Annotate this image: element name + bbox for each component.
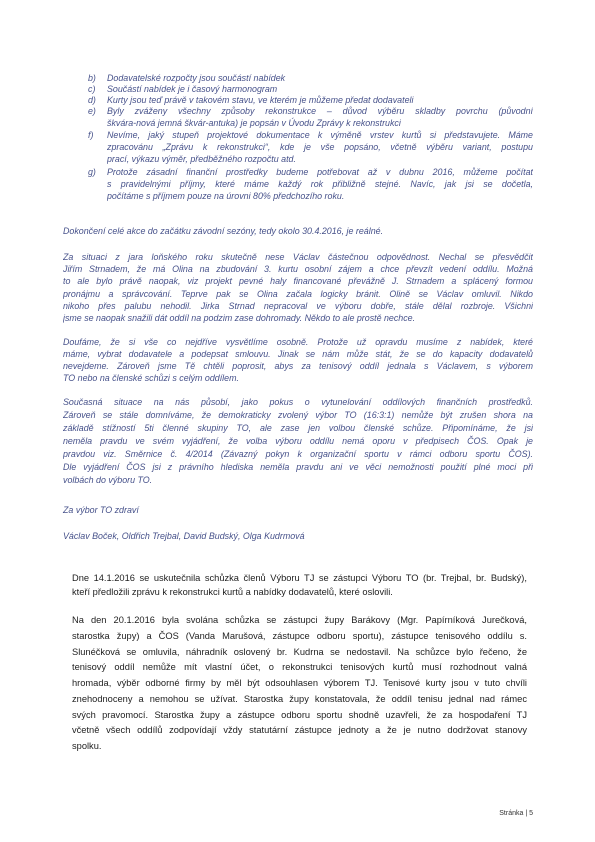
- text-line: Nevíme, jaký stupeň projektové dokumentace k výměně vrstev kurtů si představujete. Máme: [107, 130, 533, 140]
- signatures: Václav Boček, Oldřich Trejbal, David Budský, Olga Kudrmová: [63, 531, 305, 541]
- text-line: jsme se naopak snažili dát oddíl na podzim zase dohromady. Někdo to ale prostě nechce.: [63, 312, 416, 323]
- text-line: spolku.: [72, 741, 102, 751]
- text-line: Současná situace na nás působí, jako pokus o vytunelování oddílových finančních prostředků.: [63, 397, 533, 407]
- text-line: Na den 20.1.2016 byla svolána schůzka se zástupci župy Barákovy (Mgr. Papírníková Jurečková,: [72, 615, 527, 625]
- text-line: Kurty jsou teď právě v takovém stavu, ve kterém je můžeme předat dodavateli: [107, 95, 414, 105]
- text-line: pravdou viz. Směrnice č. 4/2014 (Závazný pokyn k organizační sportu v rámci odboru sportu ČOS).: [63, 449, 533, 459]
- greeting: Za výbor TO zdraví: [63, 505, 139, 515]
- text-line: volbách do výboru TO.: [63, 475, 153, 485]
- answer-text: [107, 129, 533, 165]
- text-line: Dne 14.1.2016 se uskutečnila schůzka členů Výboru TJ se zástupci Výboru TO (br. Trejbal, br. Budský),: [72, 573, 527, 583]
- text-line: znehodnoceny a nemohou se užívat. Starostka župy konstatovala, že oddíl tenisu jednal nad rámec: [72, 693, 527, 704]
- text-line: hromada, výběr odborné firmy by měl být odsouhlasen výborem TJ. Tenisové kurty jsou v tuto chvíli: [72, 678, 527, 688]
- text-line: máme, vybrat dodavatele a podepsat smlouvu. Jinak se nám může stát, že se do kapacity dodavatelů: [63, 349, 533, 359]
- text-line: Za situaci z jara loňského roku skutečně nese Václav částečnou odpovědnost. Nechal se přesvědčit: [63, 252, 533, 262]
- text-line: Doufáme, že si vše co nejdříve vysvětlíme osobně. Protože už opravdu musíme z nabídek, které: [63, 337, 533, 347]
- text-line: zpracovánu „Zprávu k rekonstrukci“, kde je vše popsáno, včetně výběru variant, postupu: [107, 142, 533, 152]
- answer-marker: g): [88, 167, 96, 177]
- text-line: nikoho přes palubu nehodil. Jirka Strnad nepracoval ve výboru dobře, stále dělal rozbroje. Všichni: [63, 300, 533, 311]
- paragraph-personal-explanation: [63, 336, 533, 384]
- text-line: nevejdeme. Zároveň jsme Tě chtěli poprosit, abys za tenisový oddíl jednala s Václavem, s výborem: [63, 361, 533, 371]
- text-line: s pravidelnými příjmy, které máme každý rok přibližně stejné. Navíc, jak jsi se dočetla,: [107, 179, 533, 189]
- text-line: TO nebo na členské schůzi s celým oddílem.: [63, 373, 239, 383]
- text-line: Jiřím Strnadem, že má Olina na zbudování 3. kurtu osobní zájem a chce převzít vedení oddílu. Možná: [63, 264, 533, 275]
- text-line: Součástí nabídek je i časový harmonogram: [107, 84, 278, 94]
- text-line: Dodavatelské rozpočty jsou součástí nabídek: [107, 73, 286, 83]
- text-line: Protože zásadní finanční prostředky budeme potřebovat až v dubnu 2016, můžeme počítat: [107, 167, 533, 177]
- text-line: svých pravomocí. Starostka župy a zástupce odboru sportu shodně uzavřeli, že za hospodaření TJ: [72, 709, 527, 720]
- answer-marker: e): [88, 106, 96, 116]
- text-line: počítáme s příjmem pouze na úrovni 80% předchozího roku.: [107, 191, 345, 201]
- paragraph-current-situation: [63, 396, 533, 487]
- text-line: Dle vyjádření ČOS jsi z právního hlediska neměla pravdu ani ve věci nemožnosti použití plné moci při: [63, 462, 533, 472]
- text-line: tenisový oddíl nemůže mít vlastní účet, o rekonstrukci tenisových kurtů musí rozhodnout valná: [72, 662, 527, 673]
- answer-marker: d): [88, 95, 96, 105]
- text-line: Slunéčková se omluvila, náhradník oslovený br. Kudrna se nedostavil. Na schůzce bylo řečeno, že: [72, 646, 527, 657]
- text-line: prací, výkazu výměr, předběžného rozpočtu atd.: [107, 154, 296, 164]
- paragraph-last-spring-situation: [63, 251, 533, 324]
- text-line: starostka župy) a ČOS (Vanda Marušová, zástupce odboru sportu), zástupce tenisového oddílu s.: [72, 630, 527, 641]
- answer-marker: c): [88, 84, 96, 94]
- answer-marker: b): [88, 73, 96, 83]
- text-line: včetně všech oddílů zodpovídají vždy statutární zástupce jednoty a že je nutno dodržovat stanovy: [72, 725, 527, 736]
- completion-statement: Dokončení celé akce do začátku závodní sezóny, tedy okolo 30.4.2016, je reálné.: [63, 226, 384, 236]
- answer-text: [107, 105, 533, 129]
- text-line: kteří předložili zprávu k rekonstrukci kurtů a nabídky dodavatelů, které oslovili.: [72, 587, 393, 597]
- answer-text: [107, 166, 533, 202]
- answer-marker: f): [88, 130, 94, 140]
- page-number-footer: Stránka | 5: [499, 810, 533, 817]
- text-line: Zároveň se stále domníváme, že demokraticky zvolený výbor TO (16:3:1) nemůže být zrušen shora na: [63, 410, 533, 420]
- text-line: pronájmu a správcování. Teprve pak se Olina začala logicky bránit. Olině se Václav omluvil. Nikdo: [63, 288, 533, 299]
- paragraph-meeting-20-1-2016: [72, 613, 527, 755]
- paragraph-meeting-14-1-2016: [72, 571, 527, 599]
- text-line: škvára-nová jemná škvár-antuka) je popsán v Úvodu Zprávy k rekonstrukci: [107, 118, 401, 128]
- text-line: Byly zváženy všechny způsoby rekonstrukce – důvod výběru skladby povrchu (původní: [107, 106, 533, 116]
- text-line: základě stížností 5ti členné skupiny TO, ale zase jen volbou členské schůze. Připomínáme, že jsi: [63, 423, 533, 433]
- text-line: neměla pravdu ve svém vyjádření, že volba výboru oddílu nemá oporu v předpisech ČOS. Opak je: [63, 436, 533, 446]
- text-line: to ale bylo právě naopak, viz projekt pevné haly financované převážně J. Strnadem a splácený formou: [63, 276, 533, 287]
